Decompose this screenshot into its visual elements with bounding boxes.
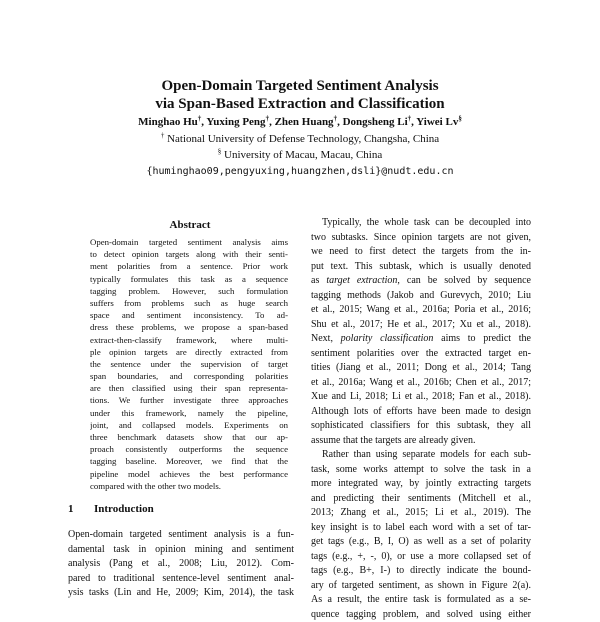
text-line: 2013; Zhang et al., 2015; Li et al., 2019). The bbox=[311, 506, 531, 521]
abstract-body bbox=[90, 236, 288, 492]
author-name: Yuxing Peng bbox=[206, 116, 265, 128]
text-line: damental task in opinion mining and sentiment bbox=[68, 543, 294, 558]
affiliation-mark: † bbox=[408, 114, 412, 122]
text-line: Typically, the whole task can be decoupled into bbox=[311, 216, 531, 231]
text-line: put text. This subtask, which is usually denoted bbox=[311, 260, 531, 275]
affiliation-mark: § bbox=[458, 114, 462, 122]
text-line: tagging baseline. Moreover, we find that the bbox=[90, 455, 288, 467]
text-line: Xue and Li, 2018; Li et al., 2018; Fan et al., 2018). bbox=[311, 390, 531, 405]
text-line: span boundaries, and corresponding polarities bbox=[90, 370, 288, 382]
text-line: As a result, the entire task is formulated as a se- bbox=[311, 593, 531, 608]
text-line: tagging problem. However, such formulation bbox=[90, 285, 288, 297]
author-emails: {huminghao09,pengyuxing,huangzhen,dsli}@nudt.edu.cn bbox=[0, 166, 600, 177]
author-separator: , bbox=[269, 116, 275, 128]
section-title: Introduction bbox=[94, 503, 154, 515]
text-line: sentiment polarities over the extracted target en- bbox=[311, 347, 531, 362]
affiliation-mark: † bbox=[161, 131, 165, 139]
text-line: joint, and collapsed models. Experiments on bbox=[90, 419, 288, 431]
text-line: tags (e.g., +, -, 0), or use a more collapsed set of bbox=[311, 550, 531, 565]
affiliation-mark: † bbox=[198, 114, 202, 122]
abstract-heading: Abstract bbox=[90, 219, 290, 231]
text-line: key insight is to label each word with a set of tar- bbox=[311, 521, 531, 536]
introduction-body bbox=[68, 528, 294, 601]
affiliation-mark: † bbox=[266, 114, 270, 122]
author-name: Zhen Huang bbox=[275, 116, 334, 128]
text-line: et al., 2015; Wang et al., 2016a; Poria et al., 2016; bbox=[311, 303, 531, 318]
paper-title-line-2: via Span-Based Extraction and Classification bbox=[0, 95, 600, 113]
section-heading-introduction bbox=[68, 503, 154, 515]
text-line: under this framework, namely the pipeline, bbox=[90, 407, 288, 419]
text-line: get tags (e.g., B, I, O) as well as a set of polarity bbox=[311, 535, 531, 550]
text-line: quence tagging problem, and solved using either bbox=[311, 608, 531, 622]
text-line: and predicting their sentiments (Mitchell et al., bbox=[311, 492, 531, 507]
affiliation-1 bbox=[0, 133, 600, 145]
text-line: assume that the targets are already given. bbox=[311, 434, 531, 449]
author-name: Minghao Hu bbox=[138, 116, 198, 128]
text-line: tions. We further investigate three approaches bbox=[90, 394, 288, 406]
text-line: more integrated way, by jointly extracting targets bbox=[311, 477, 531, 492]
text-line: Open-domain targeted sentiment analysis is a fun- bbox=[68, 528, 294, 543]
text-line: task, some works attempt to solve the task in a bbox=[311, 463, 531, 478]
text-line: proach consistently outperforms the sequence bbox=[90, 443, 288, 455]
text-line: extract-then-classify framework, where multi- bbox=[90, 334, 288, 346]
text-line: Shu et al., 2017; He et al., 2017; Xu et al., 2018). bbox=[311, 318, 531, 333]
text-line: we need to first detect the targets from the in- bbox=[311, 245, 531, 260]
text-line: pipeline model achieves the best performance bbox=[90, 468, 288, 480]
text-line: typically formulates this task as a sequence bbox=[90, 273, 288, 285]
text-line: tagging methods (Jakob and Gurevych, 2010; Liu bbox=[311, 289, 531, 304]
affiliation-text: University of Macau, Macau, China bbox=[221, 149, 382, 161]
text-line: et al., 2016a; Wang et al., 2016b; Chen et al., 2017; bbox=[311, 376, 531, 391]
text-line: are then classified using their span representa- bbox=[90, 382, 288, 394]
text-line: tities (Jiang et al., 2011; Dong et al., 2014; Tang bbox=[311, 361, 531, 376]
author-separator: , bbox=[201, 116, 206, 128]
affiliation-2 bbox=[0, 149, 600, 161]
author-separator: , bbox=[337, 116, 343, 128]
text-line: Rather than using separate models for each sub- bbox=[311, 448, 531, 463]
text-line: pared to traditional sentence-level sentiment anal- bbox=[68, 572, 294, 587]
author-name: Dongsheng Li bbox=[343, 116, 408, 128]
affiliation-text: National University of Defense Technology, Changsha, China bbox=[164, 133, 439, 145]
text-line: compared with the other two models. bbox=[90, 480, 288, 492]
text-line: to detect opinion targets along with their senti- bbox=[90, 248, 288, 260]
author-list bbox=[0, 116, 600, 128]
author-name: Yiwei Lv bbox=[416, 116, 458, 128]
affiliation-mark: † bbox=[334, 114, 338, 122]
text-line: Next, polarity classification aims to predict the bbox=[311, 332, 531, 347]
text-line: three benchmark datasets show that our ap- bbox=[90, 431, 288, 443]
text-line: tags (e.g., B+, I-) to directly indicate the bound- bbox=[311, 564, 531, 579]
affiliation-mark: § bbox=[218, 147, 222, 155]
paper-title-line-1: Open-Domain Targeted Sentiment Analysis bbox=[0, 77, 600, 95]
section-number: 1 bbox=[68, 503, 94, 515]
text-line: analysis (Pang et al., 2008; Liu, 2012). Com- bbox=[68, 557, 294, 572]
text-line: as target extraction, can be solved by sequence bbox=[311, 274, 531, 289]
text-line: Although lots of efforts have been made to design bbox=[311, 405, 531, 420]
text-line: sophisticated classifiers for this subtask, they all bbox=[311, 419, 531, 434]
author-separator: , bbox=[411, 116, 416, 128]
text-line: ple opinion targets are directly extracted from bbox=[90, 346, 288, 358]
text-line: suffers from problems such as huge search bbox=[90, 297, 288, 309]
text-line: two subtasks. Since opinion targets are not given, bbox=[311, 231, 531, 246]
text-line: ment polarities from a sentence. Prior work bbox=[90, 260, 288, 272]
text-line: ysis tasks (Lin and He, 2009; Kim, 2014), the task bbox=[68, 586, 294, 601]
text-line: dress these problems, we propose a span-based bbox=[90, 321, 288, 333]
right-column-body bbox=[311, 216, 531, 622]
text-line: space and sentiment inconsistency. To ad- bbox=[90, 309, 288, 321]
text-line: the sentence under the supervision of target bbox=[90, 358, 288, 370]
text-line: ary of targeted sentiment, as shown in Figure 2(a). bbox=[311, 579, 531, 594]
text-line: Open-domain targeted sentiment analysis aims bbox=[90, 236, 288, 248]
